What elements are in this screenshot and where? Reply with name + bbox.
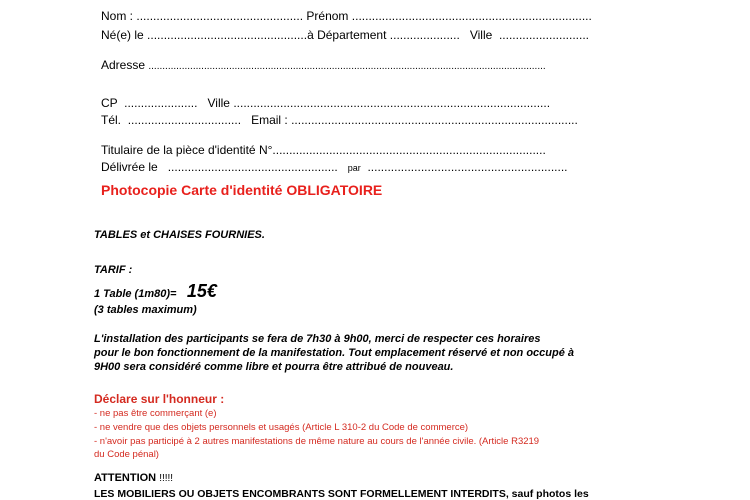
prenom-field[interactable]: ........................................................................ <box>351 9 592 23</box>
adresse-label: Adresse <box>101 58 146 72</box>
declaration-item-3: - n'avoir pas participé à 2 autres manifestations de même nature au cours de l'année civile. (Article R3219 <box>94 436 540 447</box>
email-field[interactable]: ...................................................................................... <box>291 113 578 127</box>
tables-notice: TABLES et CHAISES FOURNIES. <box>94 229 265 241</box>
form-row-adresse <box>101 58 546 72</box>
tel-label: Tél. <box>101 113 122 127</box>
installation-line-3: 9H00 sera considéré comme libre et pourra être attribué de nouveau. <box>94 361 454 373</box>
form-row-cp <box>101 96 550 110</box>
ville-field[interactable]: ............................................................................................... <box>233 96 551 110</box>
form-row-naissance <box>101 28 589 42</box>
prenom-label: Prénom <box>306 9 349 23</box>
attention-text: LES MOBILIERS OU OBJETS ENCOMBRANTS SONT FORMELLEMENT INTERDITS, sauf photos les <box>94 488 589 500</box>
installation-line-2: pour le bon fonctionnement de la manifestation. Tout emplacement réservé et non occupé à <box>94 347 575 359</box>
declaration-item-1: - ne pas être commerçant (e) <box>94 408 217 419</box>
adresse-field[interactable]: ............................................................................................................................................... <box>148 61 546 72</box>
declaration-title: Déclare sur l'honneur : <box>94 392 225 406</box>
cp-label: CP <box>101 96 118 110</box>
titulaire-label: Titulaire de la pièce d'identité N° <box>101 143 273 157</box>
ville-label: Ville <box>207 96 230 110</box>
nom-label: Nom : <box>101 9 134 23</box>
naissance-label: Né(e) le <box>101 28 144 42</box>
titulaire-field[interactable]: .................................................................................. <box>272 143 546 157</box>
table-price-line <box>94 281 217 302</box>
declaration-item-3-continued: du Code pénal) <box>94 449 159 460</box>
attention-marks: !!!!! <box>159 473 174 484</box>
table-price-text: 1 Table (1m80)= <box>94 288 177 300</box>
max-tables-note: (3 tables maximum) <box>94 304 197 316</box>
form-row-titulaire <box>101 143 546 157</box>
ville-naissance-field[interactable]: ........................... <box>498 28 589 42</box>
ville-naissance-label: Ville <box>469 28 493 42</box>
tel-field[interactable]: .................................. <box>127 113 242 127</box>
tarif-label: TARIF : <box>94 264 133 276</box>
form-row-delivree <box>101 160 568 174</box>
price-value: 15€ <box>186 281 217 301</box>
par-field[interactable]: ............................................................ <box>367 160 568 174</box>
attention-line <box>94 472 173 484</box>
departement-field[interactable]: ..................... <box>389 28 460 42</box>
declaration-item-2: - ne vendre que des objets personnels et usagés (Article L 310-2 du Code de commerce) <box>94 422 469 433</box>
form-row-tel <box>101 113 578 127</box>
departement-label: à Département <box>307 28 387 42</box>
par-label: par <box>347 163 361 173</box>
naissance-field[interactable]: ................................................ <box>147 28 308 42</box>
installation-line-1: L'installation des participants se fera de 7h30 à 9h00, merci de respecter ces horaires <box>94 333 541 345</box>
delivree-label: Délivrée le <box>101 160 158 174</box>
nom-field[interactable]: .................................................. <box>136 9 304 23</box>
photocopie-notice: Photocopie Carte d'identité OBLIGATOIRE <box>101 182 383 198</box>
attention-label: ATTENTION <box>94 472 157 484</box>
email-label: Email : <box>251 113 288 127</box>
delivree-field[interactable]: ................................................... <box>167 160 338 174</box>
form-row-nom <box>101 9 592 23</box>
cp-field[interactable]: ...................... <box>124 96 198 110</box>
